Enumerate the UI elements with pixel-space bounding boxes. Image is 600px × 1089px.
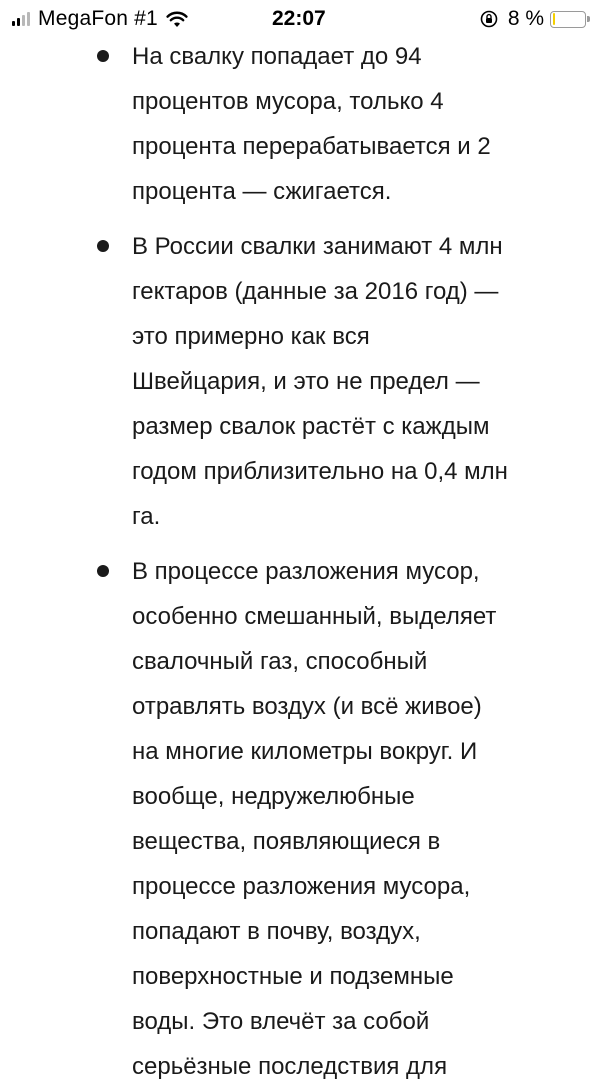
list-item-text-line: попадают в почву, воздух, [132,918,421,945]
orientation-lock-icon [480,10,498,28]
signal-bar [17,18,20,26]
list-item-text-line: размер свалок растёт с каждым [132,413,490,440]
list-item [0,34,600,214]
carrier-name: MegaFon #1 [38,7,158,30]
status-left [12,5,188,33]
article-content [0,34,600,1089]
list-item-text-line: процентов мусора, только 4 [132,88,444,115]
status-time: 22:07 [272,7,326,30]
signal-bar [27,12,30,26]
list-item [0,224,600,539]
list-item-text-line: на многие километры вокруг. И [132,738,478,765]
bullet-list [0,34,600,1089]
list-item-text-line: вещества, появляющиеся в [132,828,441,855]
list-item-text-line: гектаров (данные за 2016 год) — [132,278,499,305]
list-item-text-line: процессе разложения мусора, [132,873,471,900]
bullet-dot-icon [97,50,109,62]
battery-percent: 8 % [507,7,544,30]
list-item-text-line: На свалку попадает до 94 [132,43,422,70]
list-item-text-line: поверхностные и подземные [132,963,454,990]
list-item-text-line: процента — сжигается. [132,178,392,205]
list-item-text-line: В России свалки занимают 4 млн [132,233,503,260]
list-item-text-line: отравлять воздух (и всё живое) [132,693,482,720]
list-item-text-line: воды. Это влечёт за собой [132,1008,430,1035]
battery-icon [550,11,586,28]
cellular-signal-icon [12,12,32,26]
bullet-dot-icon [97,565,109,577]
list-item-text-line: особенно смешанный, выделяет [132,603,497,630]
list-item-text-line: это примерно как вся [132,323,370,350]
list-item-text-line: вообще, недружелюбные [132,783,415,810]
bullet-dot-icon [97,240,109,252]
list-item-text-line: свалочный газ, способный [132,648,428,675]
list-item-text-line: В процессе разложения мусор, [132,558,480,585]
list-item-text-line: га. [132,503,161,530]
battery-level-fill [553,13,555,25]
list-item-text-line: серьёзные последствия для [132,1053,448,1080]
list-item [0,549,600,1089]
status-right [480,5,586,33]
list-item-text-line: Швейцария, и это не предел — [132,368,480,395]
list-item-text-line: процента перерабатывается и 2 [132,133,491,160]
list-item-text-line: годом приблизительно на 0,4 млн [132,458,508,485]
signal-bar [22,15,25,26]
status-bar [0,0,600,38]
wifi-icon [166,10,188,28]
signal-bar [12,21,15,26]
